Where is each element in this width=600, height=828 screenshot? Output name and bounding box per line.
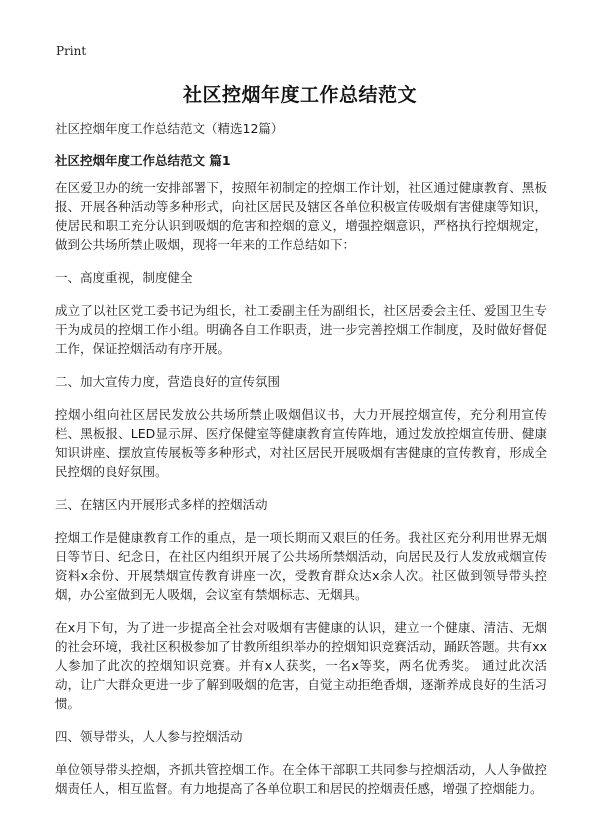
heading-3: 三、在辖区内开展形式多样的控烟活动 (55, 497, 268, 512)
paragraph-1: 成立了以社区党工委书记为组长，社工委副主任为副组长，社区居委会主任、爱国卫生专干为成员的控烟工作小组。明确各自工作职责，进一步完善控烟工作制度，及时做好督促工作，保证控烟活动有序开展。 (55, 303, 547, 356)
paragraph-3: 控烟工作是健康教育工作的重点，是一项长期而又艰巨的任务。我社区充分利用世界无烟日等节日、纪念日，在社区内组织开展了公共场所禁烟活动，向居民及行人发放戒烟宣传资料x余份、开展禁烟宣传教育讲座一次，受教育群众达x余人次。社区做到领导带头控烟，办公室做到无人吸烟，会议室有禁烟标志、无烟具。 (55, 530, 547, 602)
document-subtitle: 社区控烟年度工作总结范文（精选12篇） (55, 121, 284, 136)
document-body (55, 120, 547, 812)
intro-paragraph: 在区爱卫办的统一安排部署下，按照年初制定的控烟工作计划，社区通过健康教育、黑板报、开展各种活动等多种形式，向社区居民及辖区各单位积极宣传吸烟有害健康等知识，使居民和职工充分认识到吸烟的危害和控烟的意义，增强控烟意识，严格执行控烟规定，做到公共场所禁止吸烟，现将一年来的工作总结如下： (55, 180, 547, 252)
heading-2: 二、加大宣传力度，营造良好的宣传氛围 (55, 374, 281, 389)
heading-4: 四、领导带头，人人参与控烟活动 (55, 729, 243, 744)
print-link[interactable]: Print (56, 44, 87, 58)
section-title: 社区控烟年度工作总结范文 篇1 (55, 153, 231, 168)
paragraph-5: 单位领导带头控烟，齐抓共管控烟工作。在全体干部职工共同参与控烟活动，人人争做控烟责任人，相互监督。有力地提高了各单位职工和居民的控烟责任感，增强了控烟能力。 (55, 762, 547, 796)
paragraph-4: 在x月下旬，为了进一步提高全社会对吸烟有害健康的认识，建立一个健康、清洁、无烟的社会环境，我社区积极参加了甘教所组织举办的控烟知识竞赛活动，踊跃答题。共有xx人参加了此次的控烟知识竞赛。并有x人获奖，一名x等奖，两名优秀奖。 通过此次活动，让广大群众更进一步了解到吸烟的危害，自觉主动拒绝香烟，逐渐养成良好的生活习惯。 (55, 620, 547, 711)
page-title: 社区控烟年度工作总结范文 (182, 84, 417, 106)
heading-1: 一、高度重视，制度健全 (55, 270, 193, 285)
paragraph-2: 控烟小组向社区居民发放公共场所禁止吸烟倡议书，大力开展控烟宣传，充分利用宣传栏、黑板报、LED显示屏、医疗保健室等健康教育宣传阵地，通过发放控烟宣传册、健康知识讲座、摆放宣传展板等多种形式，对社区居民开展吸烟有害健康的宣传教育，形成全民控烟的良好氛围。 (55, 407, 547, 479)
